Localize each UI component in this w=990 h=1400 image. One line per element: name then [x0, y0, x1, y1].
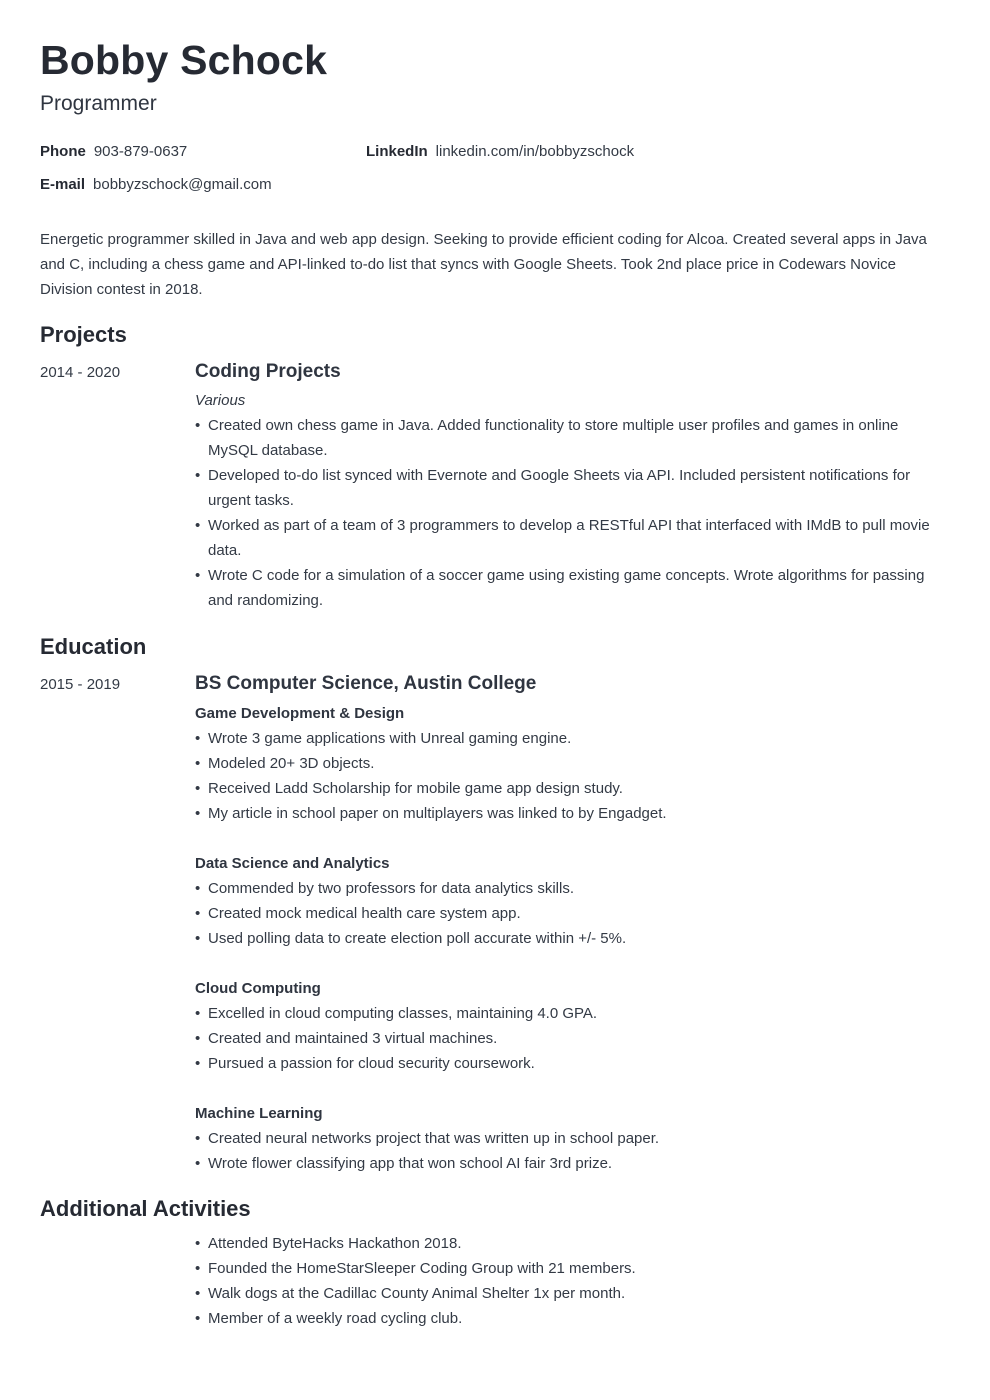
group-title: Game Development & Design: [195, 705, 405, 722]
list-item: • Member of a weekly road cycling club.: [195, 1306, 940, 1331]
list-item: • Excelled in cloud computing classes, maintaining 4.0 GPA.: [195, 1001, 940, 1026]
group-bullet-list: [195, 1001, 940, 1076]
education-entry-title: BS Computer Science, Austin College: [195, 673, 537, 694]
activities-bullet-list: [195, 1231, 940, 1331]
email-label: E-mail: [40, 176, 86, 193]
list-item: • Created and maintained 3 virtual machines.: [195, 1026, 940, 1051]
list-item: • Created mock medical health care system app.: [195, 901, 940, 926]
education-group: [195, 1101, 940, 1176]
linkedin-label: LinkedIn: [366, 143, 428, 160]
list-item: • Received Ladd Scholarship for mobile game app design study.: [195, 776, 940, 801]
job-title: Programmer: [40, 92, 157, 115]
list-item: • Attended ByteHacks Hackathon 2018.: [195, 1231, 940, 1256]
phone-label: Phone: [40, 143, 86, 160]
list-item: • Wrote flower classifying app that won school AI fair 3rd prize.: [195, 1151, 940, 1176]
group-bullet-list: [195, 726, 940, 826]
section-title-education: Education: [40, 634, 147, 659]
group-title: Cloud Computing: [195, 980, 321, 997]
profile-summary: Energetic programmer skilled in Java and web app design. Seeking to provide efficient coding for Alcoa. Created several apps in Java and C, including a chess game and API-linked to-do list that syncs with Google Sheets. Took 2nd place price in Codewars Novice Division contest in 2018.: [40, 231, 927, 298]
group-title: Data Science and Analytics: [195, 855, 390, 872]
education-dates: 2015 - 2019: [40, 676, 121, 693]
candidate-name: Bobby Schock: [40, 37, 328, 83]
email-link[interactable]: bobbyzschock@gmail.com: [93, 176, 272, 193]
list-item: • Founded the HomeStarSleeper Coding Group with 21 members.: [195, 1256, 940, 1281]
list-item: • Developed to-do list synced with Evernote and Google Sheets via API. Included persistent notifications for urgent tasks.: [195, 463, 940, 513]
contact-phone: [40, 142, 187, 162]
group-bullet-list: [195, 1126, 940, 1176]
section-title-projects: Projects: [40, 322, 127, 347]
list-item: • Created own chess game in Java. Added functionality to store multiple user profiles and games in online MySQL database.: [195, 413, 940, 463]
list-item: • Created neural networks project that was written up in school paper.: [195, 1126, 940, 1151]
list-item: • Wrote 3 game applications with Unreal gaming engine.: [195, 726, 940, 751]
projects-dates: 2014 - 2020: [40, 364, 121, 381]
activities-entry: [195, 1231, 940, 1331]
education-group: [195, 976, 940, 1076]
education-group: [195, 701, 940, 826]
section-title-activities: Additional Activities: [40, 1196, 251, 1221]
linkedin-link[interactable]: linkedin.com/in/bobbyzschock: [435, 143, 635, 160]
contact-linkedin: [366, 142, 634, 162]
list-item: • Worked as part of a team of 3 programmers to develop a RESTful API that interfaced with IMdB to pull movie data.: [195, 513, 940, 563]
projects-entry-subtitle: Various: [195, 392, 246, 409]
projects-bullet-list: [195, 413, 940, 613]
list-item: • Used polling data to create election poll accurate within +/- 5%.: [195, 926, 940, 951]
list-item: • My article in school paper on multiplayers was linked to by Engadget.: [195, 801, 940, 826]
phone-value: 903-879-0637: [93, 143, 188, 160]
projects-entry-title: Coding Projects: [195, 361, 341, 382]
contact-email: [40, 175, 272, 195]
group-bullet-list: [195, 876, 940, 951]
list-item: • Pursued a passion for cloud security coursework.: [195, 1051, 940, 1076]
list-item: • Modeled 20+ 3D objects.: [195, 751, 940, 776]
projects-entry: [195, 359, 940, 613]
group-title: Machine Learning: [195, 1105, 323, 1122]
list-item: • Walk dogs at the Cadillac County Animal Shelter 1x per month.: [195, 1281, 940, 1306]
list-item: • Wrote C code for a simulation of a soccer game using existing game concepts. Wrote algorithms for passing and randomizing.: [195, 563, 940, 613]
education-entry: [195, 671, 940, 1176]
list-item: • Commended by two professors for data analytics skills.: [195, 876, 940, 901]
education-group: [195, 851, 940, 951]
